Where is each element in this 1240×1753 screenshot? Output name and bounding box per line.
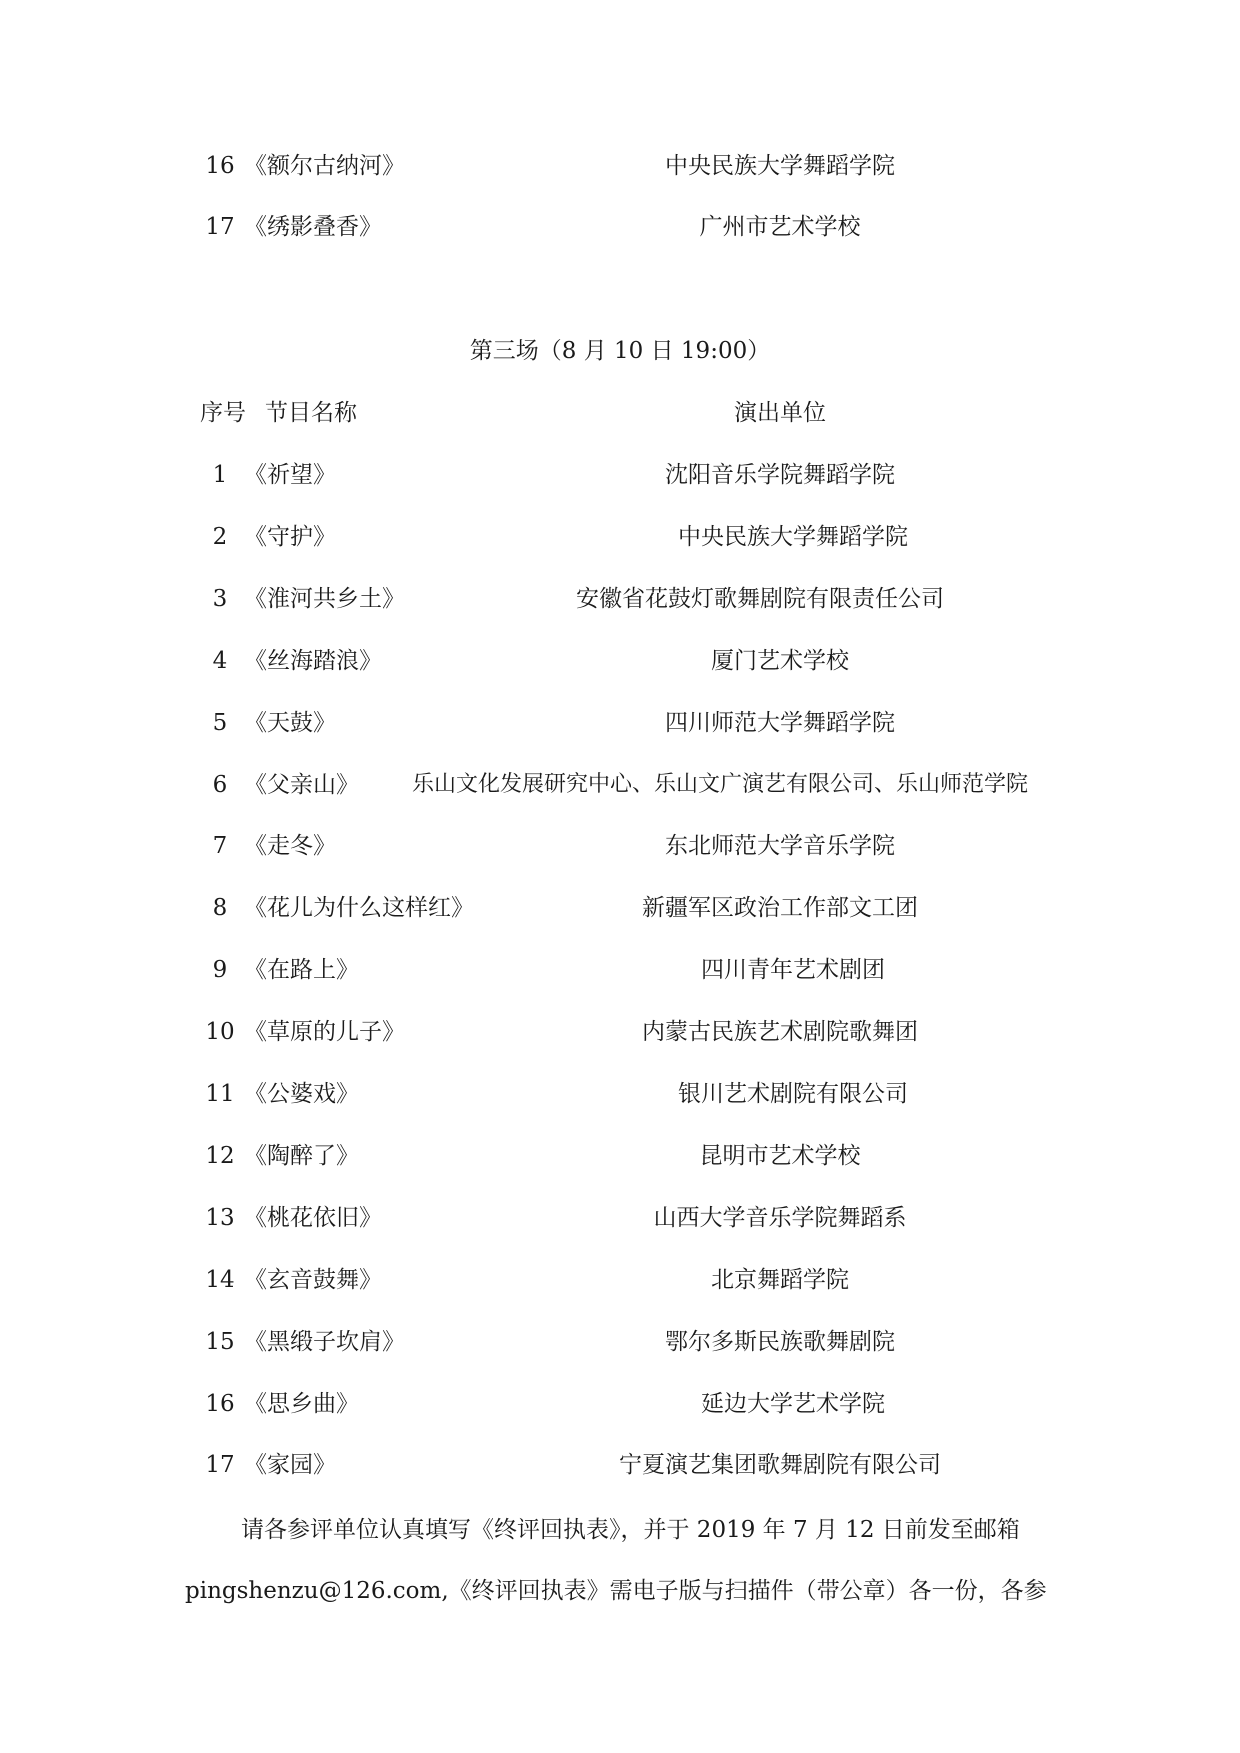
performing-unit: 延边大学艺术学院 (701, 1390, 885, 1417)
program-row (0, 826, 1240, 866)
notice-line: pingshenzu@126.com,《终评回执表》需电子版与扫描件（带公章）各一份，各参 (185, 1578, 1047, 1604)
performing-unit: 鄂尔多斯民族歌舞剧院 (665, 1328, 895, 1355)
program-title: 《思乡曲》 (244, 1390, 359, 1417)
notice-line: 请各参评单位认真填写《终评回执表》，并于 2019 年 7 月 12 日前发至邮箱 (241, 1517, 1020, 1543)
program-title: 《守护》 (244, 523, 336, 550)
program-row (0, 765, 1240, 805)
column-header-title: 节目名称 (265, 400, 357, 426)
item-number: 12 (205, 1142, 235, 1169)
program-title: 《家园》 (244, 1452, 336, 1479)
program-row (0, 1260, 1240, 1300)
program-title: 《陶醉了》 (244, 1142, 359, 1169)
top-list-row (0, 146, 1240, 186)
performing-unit: 北京舞蹈学院 (711, 1266, 849, 1293)
program-title: 《祈望》 (244, 462, 336, 488)
program-title: 《绣影叠香》 (244, 214, 382, 240)
item-number: 17 (205, 214, 235, 240)
program-row (0, 888, 1240, 928)
item-number: 6 (212, 771, 228, 798)
item-number: 8 (212, 895, 228, 922)
performing-unit: 新疆军区政治工作部文工团 (642, 895, 918, 922)
item-number: 7 (212, 833, 228, 860)
program-row (0, 1322, 1240, 1362)
program-row (0, 1012, 1240, 1052)
item-number: 13 (205, 1204, 235, 1231)
item-number: 4 (212, 647, 228, 674)
performing-unit: 宁夏演艺集团歌舞剧院有限公司 (619, 1452, 941, 1479)
program-title: 《额尔古纳河》 (244, 153, 405, 179)
item-number: 10 (205, 1019, 235, 1046)
performing-unit: 东北师范大学音乐学院 (665, 833, 895, 860)
item-number: 3 (212, 585, 228, 612)
column-header-unit: 演出单位 (734, 400, 826, 426)
performing-unit: 银川艺术剧院有限公司 (678, 1081, 908, 1107)
performing-unit: 广州市艺术学校 (699, 214, 861, 240)
performing-unit: 沈阳音乐学院舞蹈学院 (665, 462, 895, 488)
session-heading: 第三场（8 月 10 日 19:00） (469, 338, 771, 364)
performing-unit: 安徽省花鼓灯歌舞剧院有限责任公司 (576, 585, 944, 612)
performing-unit: 昆明市艺术学校 (699, 1142, 861, 1169)
performing-unit: 四川青年艺术剧团 (701, 957, 885, 984)
performing-unit: 乐山文化发展研究中心、乐山文广演艺有限公司、乐山师范学院 (411, 771, 1028, 797)
program-title: 《天鼓》 (244, 709, 336, 736)
performing-unit: 四川师范大学舞蹈学院 (665, 709, 895, 736)
program-title: 《花儿为什么这样红》 (244, 895, 474, 922)
program-row (0, 1074, 1240, 1114)
program-row (0, 1384, 1240, 1424)
program-row (0, 950, 1240, 990)
item-number: 16 (205, 153, 235, 179)
column-header-number: 序号 (200, 400, 246, 426)
program-row (0, 1136, 1240, 1176)
item-number: 1 (212, 462, 228, 488)
program-title: 《黑缎子坎肩》 (244, 1328, 405, 1355)
notice-paragraph (185, 1500, 1065, 1622)
program-row (0, 703, 1240, 743)
program-title: 《公婆戏》 (244, 1081, 359, 1107)
performing-unit: 山西大学音乐学院舞蹈系 (653, 1204, 907, 1231)
program-title: 《玄音鼓舞》 (244, 1266, 382, 1293)
top-list-row (0, 207, 1240, 247)
program-title: 《桃花依旧》 (244, 1204, 382, 1231)
item-number: 5 (212, 709, 228, 736)
program-title: 《在路上》 (244, 957, 359, 984)
item-number: 9 (212, 957, 228, 984)
performing-unit: 内蒙古民族艺术剧院歌舞团 (642, 1019, 918, 1046)
item-number: 17 (205, 1452, 235, 1479)
item-number: 11 (205, 1081, 235, 1107)
program-title: 《父亲山》 (244, 771, 359, 798)
item-number: 2 (212, 523, 228, 550)
program-title: 《淮河共乡土》 (244, 585, 405, 612)
program-title: 《走冬》 (244, 833, 336, 860)
performing-unit: 中央民族大学舞蹈学院 (665, 153, 895, 179)
performing-unit: 厦门艺术学校 (711, 647, 849, 674)
item-number: 16 (205, 1390, 235, 1417)
item-number: 15 (205, 1328, 235, 1355)
item-number: 14 (205, 1266, 235, 1293)
program-row (0, 1198, 1240, 1238)
program-title: 《草原的儿子》 (244, 1019, 405, 1046)
program-row (0, 455, 1240, 495)
program-row (0, 517, 1240, 557)
program-row (0, 1445, 1240, 1485)
column-header-row (0, 393, 1240, 433)
performing-unit: 中央民族大学舞蹈学院 (678, 523, 908, 550)
program-row (0, 579, 1240, 619)
program-row (0, 641, 1240, 681)
program-title: 《丝海踏浪》 (244, 647, 382, 674)
